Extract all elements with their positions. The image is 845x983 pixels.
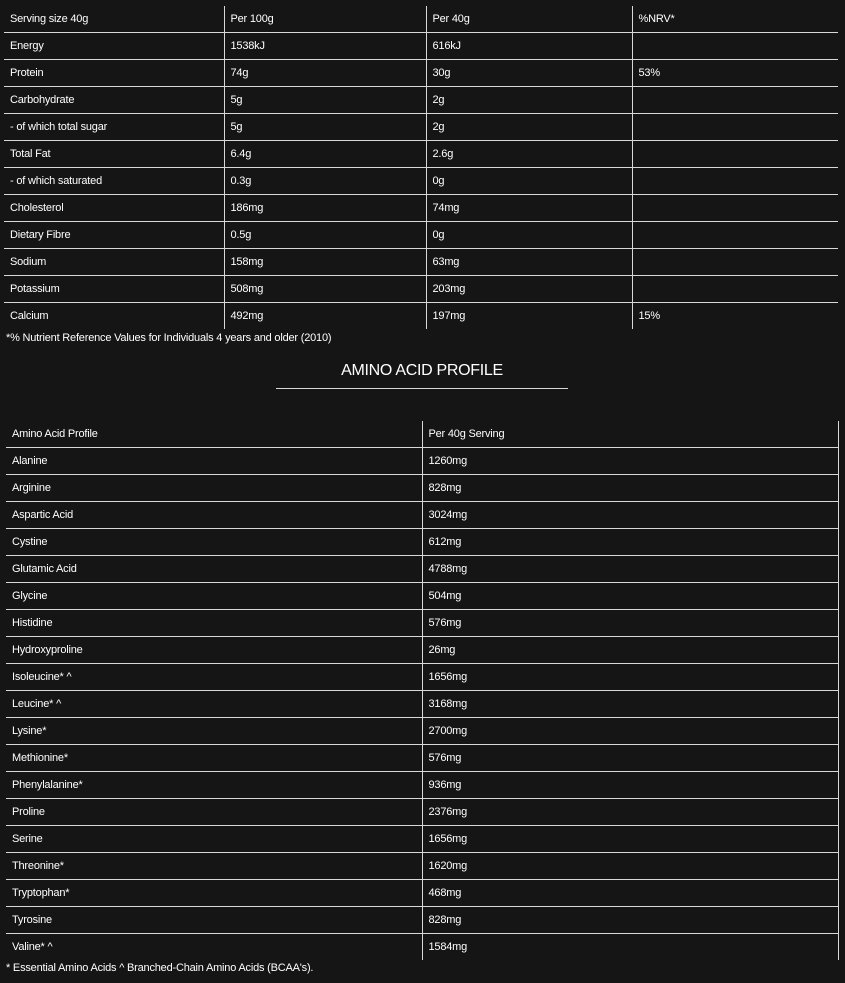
table-cell: Isoleucine* ^ <box>6 664 422 691</box>
column-header: Amino Acid Profile <box>6 421 422 448</box>
nutrition-row <box>4 222 838 249</box>
table-cell <box>632 33 838 60</box>
column-header: Per 40g Serving <box>422 421 838 448</box>
table-cell: 1260mg <box>422 448 838 475</box>
table-cell: 5g <box>224 87 426 114</box>
table-cell: 1656mg <box>422 826 838 853</box>
table-cell: 0g <box>426 168 632 195</box>
table-cell: Tyrosine <box>6 907 422 934</box>
nutrition-row <box>4 249 838 276</box>
table-cell: Leucine* ^ <box>6 691 422 718</box>
amino-acid-table <box>6 421 839 960</box>
table-cell: Sodium <box>4 249 224 276</box>
amino-row <box>6 745 838 772</box>
table-cell: 468mg <box>422 880 838 907</box>
table-cell: Alanine <box>6 448 422 475</box>
table-cell: Serine <box>6 826 422 853</box>
table-cell: 576mg <box>422 745 838 772</box>
nutrition-row <box>4 60 838 87</box>
table-cell: 203mg <box>426 276 632 303</box>
table-cell: 4788mg <box>422 556 838 583</box>
amino-acid-profile-title: AMINO ACID PROFILE <box>341 362 503 379</box>
table-cell <box>632 168 838 195</box>
table-cell: 186mg <box>224 195 426 222</box>
title-underline <box>276 388 568 389</box>
table-cell: Lysine* <box>6 718 422 745</box>
table-cell: 828mg <box>422 907 838 934</box>
amino-row <box>6 907 838 934</box>
table-cell: 576mg <box>422 610 838 637</box>
nrv-footnote: *% Nutrient Reference Values for Individuals 4 years and older (2010) <box>6 332 332 344</box>
amino-row <box>6 448 838 475</box>
nutrition-row <box>4 33 838 60</box>
table-cell: Threonine* <box>6 853 422 880</box>
amino-row <box>6 772 838 799</box>
amino-row <box>6 718 838 745</box>
nutrition-row <box>4 276 838 303</box>
table-cell <box>632 87 838 114</box>
table-cell <box>632 141 838 168</box>
table-cell: Aspartic Acid <box>6 502 422 529</box>
column-header: Per 100g <box>224 6 426 33</box>
table-cell: 197mg <box>426 303 632 330</box>
table-cell: 828mg <box>422 475 838 502</box>
table-cell: Phenylalanine* <box>6 772 422 799</box>
amino-row <box>6 799 838 826</box>
column-header: Per 40g <box>426 6 632 33</box>
table-cell: 0.3g <box>224 168 426 195</box>
amino-row <box>6 529 838 556</box>
table-cell: 1538kJ <box>224 33 426 60</box>
column-header: %NRV* <box>632 6 838 33</box>
table-cell: Histidine <box>6 610 422 637</box>
table-cell <box>632 195 838 222</box>
table-cell: 508mg <box>224 276 426 303</box>
nutrition-row <box>4 195 838 222</box>
amino-row <box>6 664 838 691</box>
amino-row <box>6 502 838 529</box>
table-cell: Calcium <box>4 303 224 330</box>
table-cell: Arginine <box>6 475 422 502</box>
table-cell: Protein <box>4 60 224 87</box>
amino-row <box>6 610 838 637</box>
table-cell: Cholesterol <box>4 195 224 222</box>
table-cell: 3024mg <box>422 502 838 529</box>
table-cell: 2.6g <box>426 141 632 168</box>
table-cell <box>632 222 838 249</box>
nutrition-table <box>4 6 838 329</box>
amino-row <box>6 556 838 583</box>
table-cell <box>632 276 838 303</box>
nutrition-row <box>4 303 838 330</box>
table-cell: 1620mg <box>422 853 838 880</box>
table-cell: Potassium <box>4 276 224 303</box>
table-cell: 158mg <box>224 249 426 276</box>
table-cell: 6.4g <box>224 141 426 168</box>
table-cell: Proline <box>6 799 422 826</box>
table-cell: Hydroxyproline <box>6 637 422 664</box>
amino-footnote: * Essential Amino Acids ^ Branched-Chain Amino Acids (BCAA's). <box>6 962 314 974</box>
table-cell: 504mg <box>422 583 838 610</box>
amino-row <box>6 880 838 907</box>
amino-header-row <box>6 421 838 448</box>
nutrition-row <box>4 114 838 141</box>
table-cell: 612mg <box>422 529 838 556</box>
column-header: Serving size 40g <box>4 6 224 33</box>
table-cell: 63mg <box>426 249 632 276</box>
table-cell: Total Fat <box>4 141 224 168</box>
amino-row <box>6 826 838 853</box>
table-cell: 936mg <box>422 772 838 799</box>
table-cell: 3168mg <box>422 691 838 718</box>
table-cell: 2g <box>426 114 632 141</box>
amino-row <box>6 691 838 718</box>
table-cell: 74mg <box>426 195 632 222</box>
nutrition-row <box>4 87 838 114</box>
table-cell: 26mg <box>422 637 838 664</box>
table-cell: 616kJ <box>426 33 632 60</box>
table-cell: 15% <box>632 303 838 330</box>
amino-row <box>6 853 838 880</box>
table-cell: 74g <box>224 60 426 87</box>
nutrition-row <box>4 168 838 195</box>
table-cell: Carbohydrate <box>4 87 224 114</box>
table-cell: 5g <box>224 114 426 141</box>
table-cell: Glycine <box>6 583 422 610</box>
table-cell: Tryptophan* <box>6 880 422 907</box>
table-cell: 492mg <box>224 303 426 330</box>
amino-row <box>6 475 838 502</box>
table-cell: 2g <box>426 87 632 114</box>
amino-row <box>6 637 838 664</box>
table-cell: 1584mg <box>422 934 838 961</box>
table-cell <box>632 249 838 276</box>
table-cell: 0.5g <box>224 222 426 249</box>
table-cell: 0g <box>426 222 632 249</box>
table-cell: - of which total sugar <box>4 114 224 141</box>
table-cell: Methionine* <box>6 745 422 772</box>
table-cell: Energy <box>4 33 224 60</box>
table-cell: 53% <box>632 60 838 87</box>
table-cell: 1656mg <box>422 664 838 691</box>
amino-row <box>6 934 838 961</box>
table-cell: Dietary Fibre <box>4 222 224 249</box>
table-cell: - of which saturated <box>4 168 224 195</box>
table-cell: 2700mg <box>422 718 838 745</box>
table-cell: 30g <box>426 60 632 87</box>
table-cell: Cystine <box>6 529 422 556</box>
nutrition-header-row <box>4 6 838 33</box>
nutrition-row <box>4 141 838 168</box>
table-cell: Glutamic Acid <box>6 556 422 583</box>
table-cell: 2376mg <box>422 799 838 826</box>
table-cell <box>632 114 838 141</box>
table-cell: Valine* ^ <box>6 934 422 961</box>
amino-row <box>6 583 838 610</box>
